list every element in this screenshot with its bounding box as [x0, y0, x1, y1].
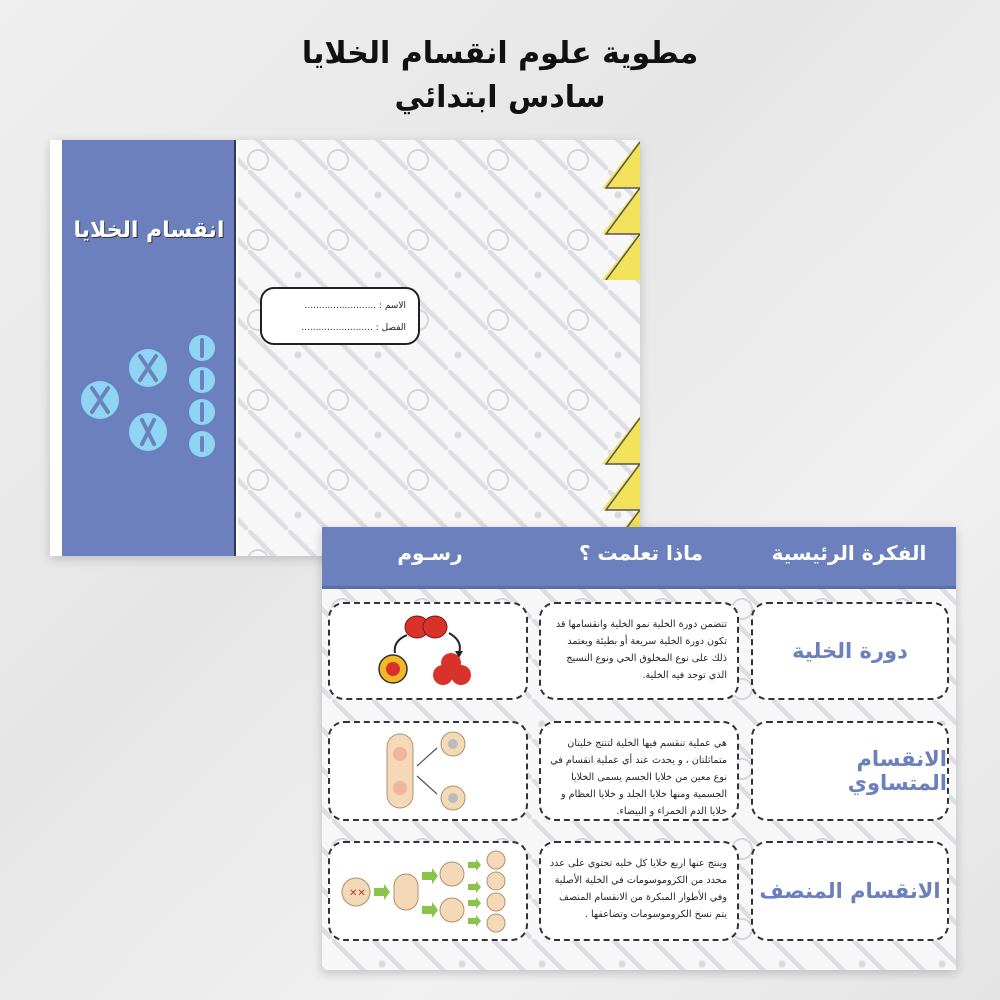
page-title [0, 32, 1000, 120]
row-drawing-cell [328, 721, 528, 821]
row-text-cell [539, 602, 739, 700]
row-idea-label: دورة الخلية [792, 639, 908, 663]
header-main-idea: الفكرة الرئيسية [771, 541, 927, 565]
table-body [322, 589, 956, 970]
cover-card [50, 140, 640, 556]
row-idea-label: الانقسام المنصف [759, 879, 941, 903]
student-info-box [260, 287, 420, 345]
row-text: وينتج عنها اربع خلايا كل خليه تحتوي على عدد محدد من الكروموسومات في الخلية الأصلية وفي الأطوار المبكرة من الانقسام المنصف يتم نسخ الكروموسومات وتضاعفها . [549, 858, 727, 920]
row-text-cell [539, 721, 739, 821]
table-header [322, 527, 956, 589]
row-idea-cell [751, 841, 949, 941]
header-what-learned: ماذا تعلمت ؟ [578, 541, 704, 565]
row-drawing-cell [328, 602, 528, 700]
foldable-table-card [322, 527, 956, 970]
chromosome-illustration [62, 330, 236, 510]
page-title-line2: سادس ابتدائي [394, 80, 606, 115]
cell-cycle-drawing [373, 611, 483, 691]
svg-text:✕✕: ✕✕ [349, 888, 366, 899]
row-idea-cell [751, 721, 949, 821]
row-drawing-cell [328, 841, 528, 941]
triangle-decoration-top [592, 140, 640, 280]
row-text: هي عملية تنقسم فيها الخلية لتنتج خليتان متماثلتان ، و يحدث عند أي عملية انقسام في نوع معين من خلايا الجسم يسمى الخلايا الجسمية ومنها خلايا الجلد و خلايا العظام و خلايا الدم الحمراء و البيضاء. [550, 738, 727, 817]
meiosis-drawing [338, 848, 518, 934]
cover-science-pattern [238, 140, 640, 556]
mitosis-drawing [373, 726, 483, 816]
row-idea-label: الانقسام المتساوي [847, 747, 947, 795]
row-text-cell [539, 841, 739, 941]
cover-edge [50, 140, 62, 556]
class-field-label: الفصل : ......................... [301, 323, 406, 333]
name-field-label: الاسم : ......................... [304, 301, 406, 311]
header-drawings: رسـوم [397, 541, 463, 565]
row-idea-cell [751, 602, 949, 700]
page-title-line1: مطوية علوم انقسام الخلايا [301, 36, 699, 71]
row-text: تتضمن دورة الخلية نمو الخلية وانقسامها قد تكون دورة الخلية سريعة أو بطيئة ويعتمد ذلك على نوع المخلوق الحي ونوع النسيج الذي توجد فيه الخلية. [555, 619, 727, 681]
cover-spine [62, 140, 236, 556]
spine-title: انقسام الخلايا [73, 218, 225, 243]
